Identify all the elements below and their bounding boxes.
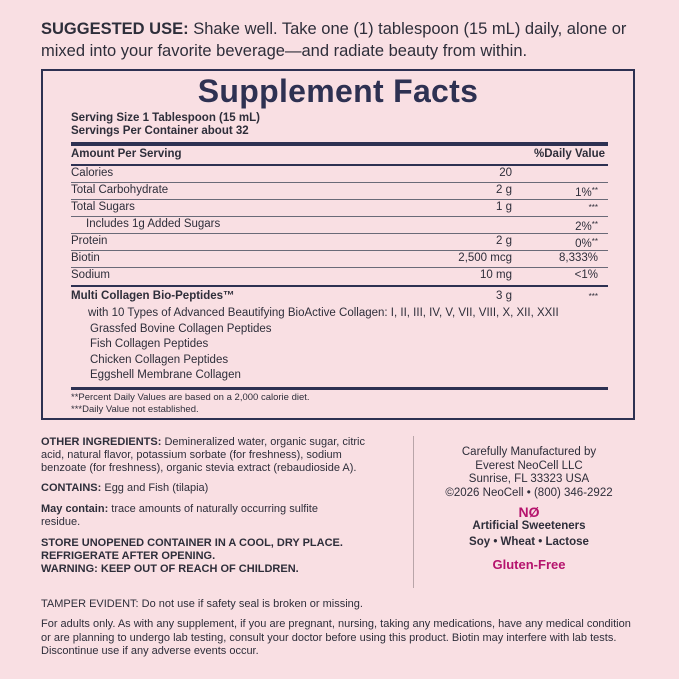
nutrient-amount: 20	[499, 167, 512, 179]
nutrient-dv: 8,333%	[558, 252, 598, 264]
blend-name: Multi Collagen Bio-Peptides™	[71, 290, 235, 302]
facts-row	[71, 267, 608, 284]
nutrient-amount: 2,500 mcg	[458, 252, 512, 264]
manufacturer-column	[430, 446, 628, 571]
manufacturer-line: Everest NeoCell LLC	[475, 459, 583, 472]
storage-warnings	[41, 537, 381, 576]
may-contain-text: trace amounts of naturally occurring sulfite residue.	[41, 503, 318, 528]
suggested-use-label: SUGGESTED USE:	[41, 20, 189, 38]
facts-row	[71, 182, 608, 199]
nutrient-name: Protein	[71, 235, 108, 247]
nutrient-dv: 0%**	[575, 237, 598, 250]
blend-amount: 3 g	[496, 290, 512, 302]
tamper-evident-notice: TAMPER EVIDENT: Do not use if safety seal is broken or missing.	[41, 598, 363, 610]
contains-text: Egg and Fish (tilapia)	[101, 482, 209, 494]
amount-per-serving-header: Amount Per Serving	[71, 148, 182, 160]
nutrient-name: Biotin	[71, 252, 100, 264]
other-ingredients	[41, 436, 381, 475]
collagen-item: Eggshell Membrane Collagen	[90, 369, 241, 381]
facts-row	[71, 250, 608, 267]
no-mark: NØ	[518, 504, 540, 520]
facts-header-row	[71, 146, 608, 163]
storage-line: STORE UNOPENED CONTAINER IN A COOL, DRY PLACE.	[41, 537, 343, 549]
footnote-daily-values: **Percent Daily Values are based on a 2,000 calorie diet.	[71, 392, 310, 403]
manufacturer-line: Sunrise, FL 33323 USA	[468, 473, 590, 485]
serving-size: Serving Size 1 Tablespoon (15 mL)	[71, 112, 260, 124]
collagen-item: Fish Collagen Peptides	[90, 338, 209, 350]
gluten-free-label: Gluten-Free	[492, 556, 566, 572]
footnote-not-established: ***Daily Value not established.	[71, 404, 199, 415]
nutrient-name: Total Carbohydrate	[71, 184, 169, 196]
nutrient-name: Total Sugars	[71, 201, 135, 213]
facts-row	[71, 233, 608, 250]
collagen-item: Grassfed Bovine Collagen Peptides	[90, 323, 272, 335]
nutrient-name: Includes 1g Added Sugars	[86, 218, 221, 230]
blend-dv: ***	[588, 292, 598, 301]
supplement-facts-title: Supplement Facts	[197, 73, 479, 109]
other-ingredients-label: OTHER INGREDIENTS:	[41, 436, 162, 448]
nutrient-dv: ***	[588, 203, 598, 212]
nutrient-amount: 10 mg	[480, 269, 512, 281]
suggested-use-text: Shake well. Take one (1) tablespoon (15 mL) daily, alone or mixed into your favorite beverage—and radiate beauty from within.	[41, 20, 627, 60]
nutrient-dv: 2%**	[575, 220, 598, 233]
supplement-facts-panel	[41, 69, 635, 420]
facts-row	[71, 216, 608, 233]
serving-info	[71, 112, 260, 138]
manufacturer-line: Carefully Manufactured by	[461, 446, 597, 458]
contains-label: CONTAINS:	[41, 482, 102, 494]
ingredients-column	[41, 436, 381, 576]
nutrient-amount: 2 g	[496, 235, 512, 247]
collagen-blend-row	[71, 288, 608, 305]
facts-row	[71, 165, 608, 182]
storage-line: REFRIGERATE AFTER OPENING.	[41, 550, 216, 562]
suggested-use	[41, 18, 641, 62]
free-from-line: Soy • Wheat • Lactose	[469, 536, 589, 548]
may-contain-label: May contain:	[41, 503, 109, 515]
nutrient-dv: 1%**	[575, 186, 598, 199]
daily-value-header: %Daily Value	[534, 148, 605, 160]
may-contain-statement	[41, 503, 341, 529]
blend-subtitle: with 10 Types of Advanced Beautifying BioActive Collagen: I, II, III, IV, V, VII, VIII, X, XII, XXII	[88, 307, 559, 319]
nutrient-name: Sodium	[71, 269, 110, 281]
facts-row	[71, 199, 608, 216]
nutrient-name: Calories	[71, 167, 114, 179]
manufacturer-contact: ©2026 NeoCell • (800) 346-2922	[445, 486, 613, 499]
servings-per-container: Servings Per Container about 32	[71, 125, 249, 137]
collagen-item: Chicken Collagen Peptides	[90, 354, 229, 366]
warning-line: WARNING: KEEP OUT OF REACH OF CHILDREN.	[41, 563, 299, 575]
adults-warning: For adults only. As with any supplement, if you are pregnant, nursing, taking any medications, have any medical condition or are planning to undergo lab testing, consult your doctor before using this product. Biotin may interfere with lab tests. Discontinue use if any adverse events occur.	[41, 618, 631, 657]
contains-statement	[41, 482, 381, 495]
bottom-rule	[71, 387, 608, 390]
nutrient-dv: <1%	[574, 269, 598, 281]
other-ingredients-text: Demineralized water, organic sugar, citric acid, natural flavor, potassium sorbate (for freshness), sodium benzoate (for freshness), organic stevia extract (rebaudioside A).	[41, 436, 365, 474]
free-from-line: Artificial Sweeteners	[472, 519, 586, 532]
section-rule	[71, 285, 608, 287]
column-divider	[413, 436, 414, 588]
nutrient-amount: 2 g	[496, 184, 512, 196]
nutrient-amount: 1 g	[496, 201, 512, 213]
